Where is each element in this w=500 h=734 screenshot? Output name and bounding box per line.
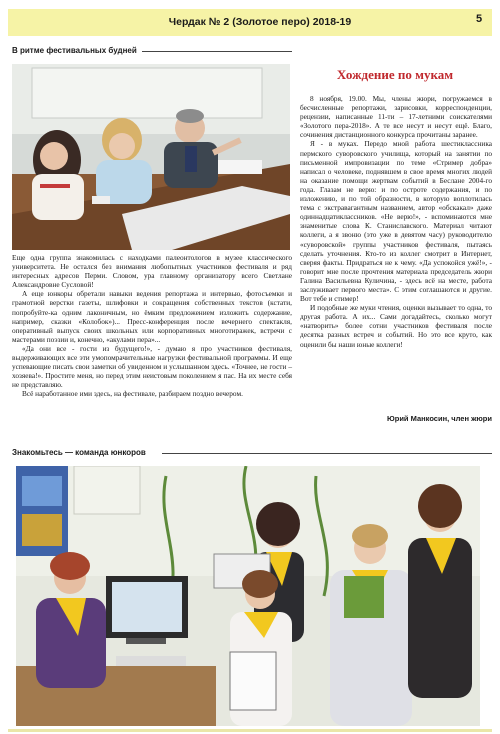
press-conference-illustration <box>12 64 290 250</box>
section-heading-team-rule <box>162 453 492 454</box>
article-paragraph-1: 8 ноября, 19.00. Мы, члены жюри, погружаемся в бесчисленные репортажи, зарисовки, корреспонденции, рецензии, написанные 11-ти – 17-летними соискателями «Золотого пера-2018». А те все несут и несут ещё. Благо, сочинения дистанционного конкурса прочитаны заранее. <box>300 94 492 140</box>
festival-paragraph-3: «Да они все - гости из будущего!», - думаю я про участников фестиваля, выдерживающих все эти умопомрачительные нагрузки фестивальной программы. И еще успевающие писать свои заметки об увиденном и услышанном здесь. «Точнее, не гости – хозяева!». Простите меня, но перед этим неистовым поколением я пас. На их месте себя не представляю. <box>12 343 292 390</box>
festival-paragraph-1: Еще одна группа знакомилась с находками палеонтологов в музее классического университета. Не остался без внимания любопытных участников фестиваля и ряд интересных адресов Перми. Словом, ура главному организатору всего Светлане Александровне Сусловой! <box>12 253 292 290</box>
festival-text-block <box>12 253 292 399</box>
team-illustration <box>16 466 480 726</box>
press-conference-photo <box>12 64 290 250</box>
footer-band <box>8 729 492 732</box>
festival-paragraph-4: Всё наработанное ими здесь, на фестивале, разбираем поздно вечером. <box>22 389 243 399</box>
article-title: Хождение по мукам <box>336 67 454 82</box>
section-heading-festival: В ритме фестивальных будней <box>12 46 137 55</box>
section-heading-team: Знакомьтесь — команда юнкоров <box>12 448 146 457</box>
article-text-block <box>300 94 492 349</box>
article-signature: Юрий Манкосин, член жюри <box>387 414 492 423</box>
team-photo <box>16 466 480 726</box>
article-paragraph-3: И подобные же муки чтения, оценки вызывает то одна, то другая работа. А их... Сами догадайтесь, сколько могут «натворить» более сотни участников фестиваля после десятка разных встреч и событий. Но это все круто, как оценили бы наши юные коллеги! <box>300 303 492 349</box>
article-paragraph-2: Я - в муках. Передо мной работа шестиклассника пермского суворовского училища, который на занятии по письменной импровизации по теме «Стример добра» написал о человеке, поднявшем в свое время многих людей на оказание помощи жертвам событий в Беслане 2004-го года. Глазам не верю: и по остроте содержания, и по изложению, и по той образности, в которую воплотилась тема с экстравагантным названием, автор «обскакал» даже одиннадцатиклассников. «Не верю!», - вспоминаются мне знаменитые слова К. Станиславского. Материал читают коллеги, а я звоню (это уже в девятом часу) руководителю «суворовской» группы участников фестиваля, пытаясь сделать уточнения. Кто-то из коллег смотрит в Интернет, сверяя факты. Придраться не к чему. «Да успокойся ужё!», - говорит мне после прочтения материала председатель жюри Галина Васильевна Куличина, - здесь всё на месте, работа заслуживает первого места». С этим соглашаются и другие. Вот тебе и стимер! <box>300 139 492 304</box>
page-number: 5 <box>476 13 483 25</box>
running-header-title: Чердак № 2 (Золотое перо) 2018-19 <box>168 16 352 28</box>
section-heading-rule <box>142 51 292 52</box>
festival-paragraph-2: А еще юнкоры обретали навыки ведения репортажа и интервью, фотосъемки и грамотной верстки газеты, шлифовки и сокращения собственных текстов (кстати, попробуйте-ка одним лаконичным, но ёмким предложением изложить содержание, например, сказки «Колобок»)... Пресс-конференция после вечернего спектакля, оперативный выпуск своих школьных или корпоративных многотиражек, встречи с мастерами поэзии и, конечно, «акулами пера»... <box>12 289 292 344</box>
